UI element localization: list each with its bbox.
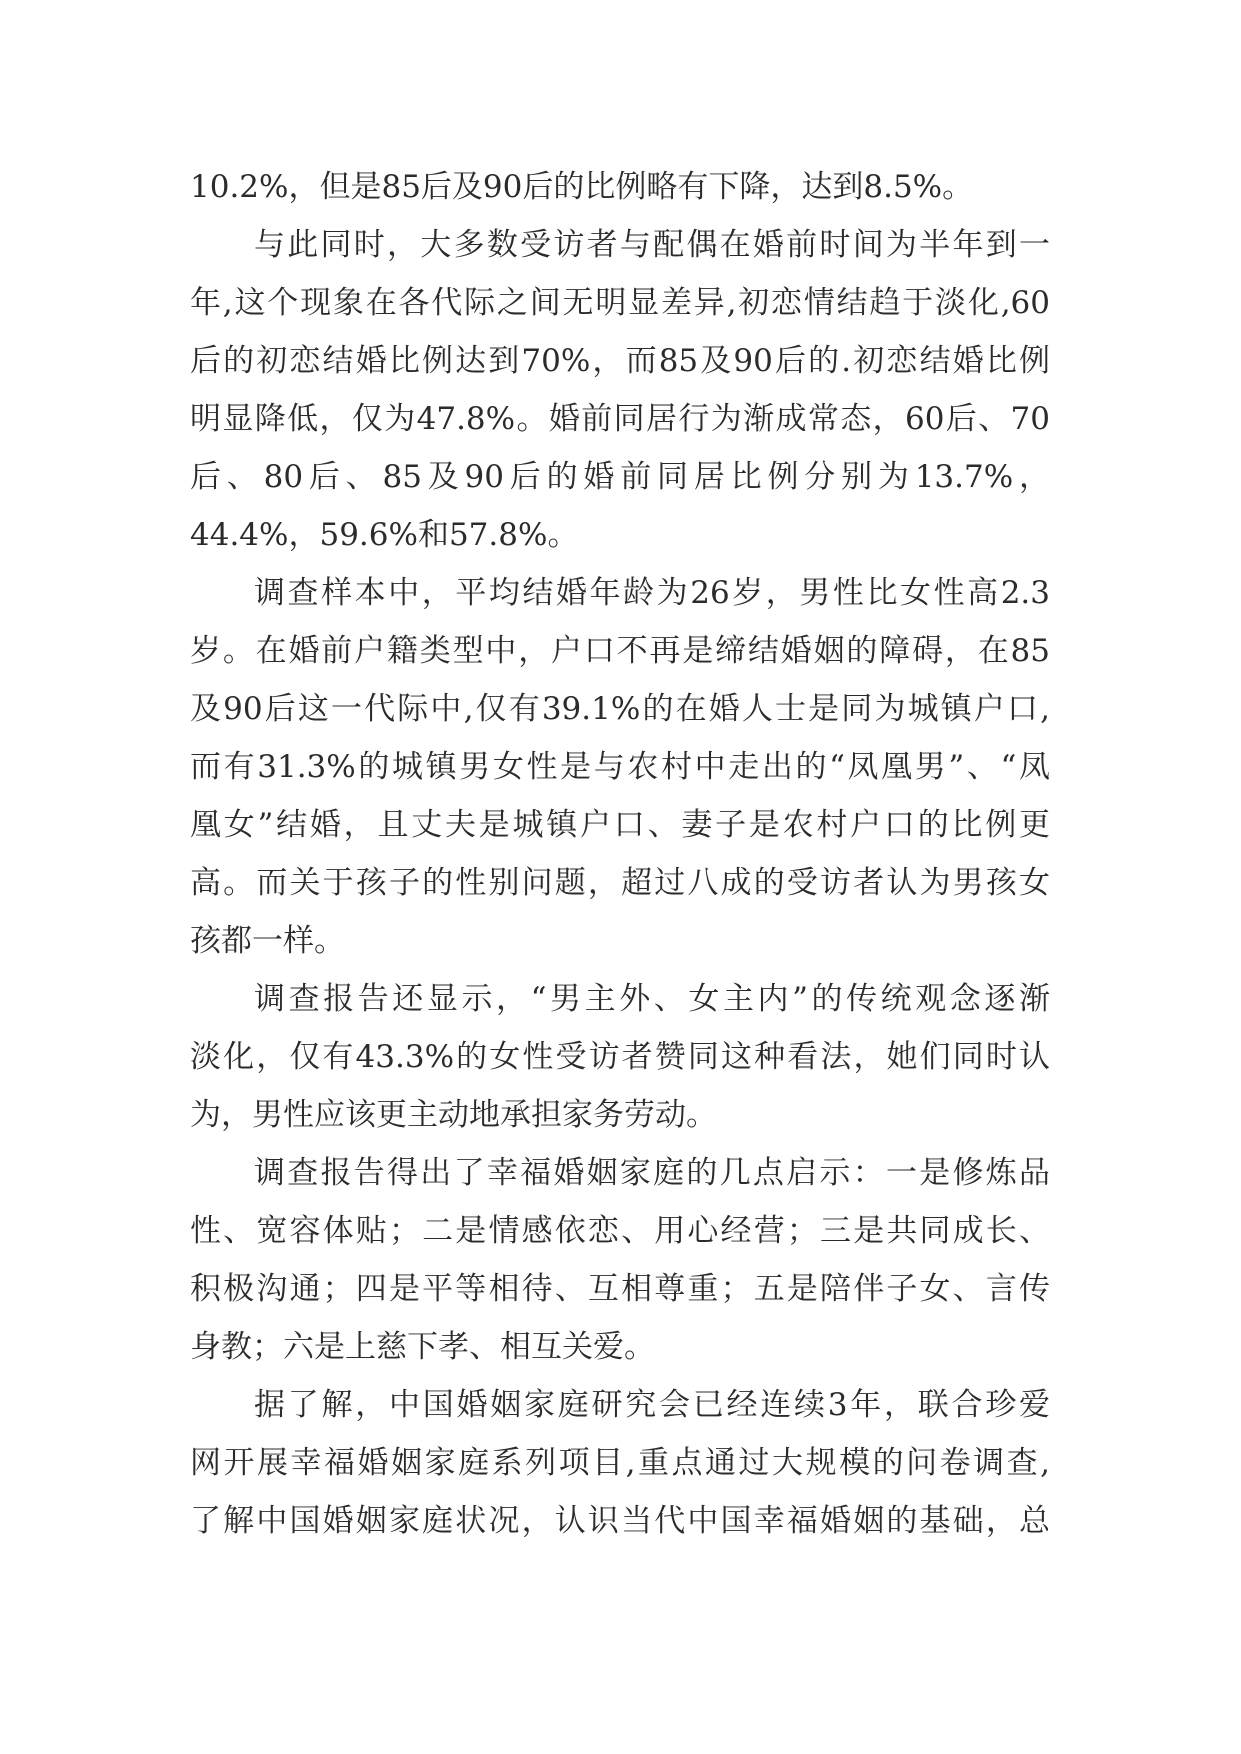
text-line: 淡化，仅有43.3%的女性受访者赞同这种看法，她们同时认 — [190, 1039, 1050, 1075]
text-line: 了解中国婚姻家庭状况，认识当代中国幸福婚姻的基础，总 — [190, 1503, 1050, 1539]
text-line: 及90后这一代际中,仅有39.1%的在婚人士是同为城镇户口, — [190, 691, 1050, 727]
paragraph-first-line: 调查样本中，平均结婚年龄为26岁，男性比女性高2.3 — [254, 575, 1050, 611]
document-body — [190, 158, 1050, 1550]
text-line: 凰女”结婚，且丈夫是城镇户口、妻子是农村户口的比例更 — [190, 807, 1050, 843]
text-line: 而有31.3%的城镇男女性是与农村中走出的“凤凰男”、“凤 — [190, 749, 1050, 785]
text-line: 10.2%，但是85后及90后的比例略有下降，达到8.5%。 — [190, 169, 974, 205]
paragraph-first-line: 调查报告得出了幸福婚姻家庭的几点启示：一是修炼品 — [254, 1155, 1050, 1191]
text-line: 后的初恋结婚比例达到70%，而85及90后的.初恋结婚比例 — [190, 343, 1050, 379]
text-line: 积极沟通；四是平等相待、互相尊重；五是陪伴子女、言传 — [190, 1271, 1050, 1307]
text-line: 年,这个现象在各代际之间无明显差异,初恋情结趋于淡化,60 — [190, 285, 1050, 321]
paragraph-first-line: 调查报告还显示，“男主外、女主内”的传统观念逐渐 — [254, 981, 1050, 1017]
text-line: 明显降低，仅为47.8%。婚前同居行为渐成常态，60后、70 — [190, 401, 1050, 437]
text-line: 为，男性应该更主动地承担家务劳动。 — [190, 1097, 717, 1133]
text-line: 身教；六是上慈下孝、相互关爱。 — [190, 1329, 655, 1365]
text-line: 孩都一样。 — [190, 923, 345, 959]
text-line: 岁。在婚前户籍类型中，户口不再是缔结婚姻的障碍，在85 — [190, 633, 1050, 669]
text-line: 44.4%，59.6%和57.8%。 — [190, 517, 579, 553]
text-line: 性、宽容体贴；二是情感依恋、用心经营；三是共同成长、 — [190, 1213, 1050, 1249]
paragraph-first-line: 与此同时，大多数受访者与配偶在婚前时间为半年到一 — [254, 227, 1050, 263]
paragraph-first-line: 据了解，中国婚姻家庭研究会已经连续3年，联合珍爱 — [254, 1387, 1050, 1423]
text-line: 高。而关于孩子的性别问题，超过八成的受访者认为男孩女 — [190, 865, 1050, 901]
text-line: 后、80后、85及90后的婚前同居比例分别为13.7%， — [190, 459, 1050, 495]
text-line: 网开展幸福婚姻家庭系列项目,重点通过大规模的问卷调查, — [190, 1445, 1050, 1481]
